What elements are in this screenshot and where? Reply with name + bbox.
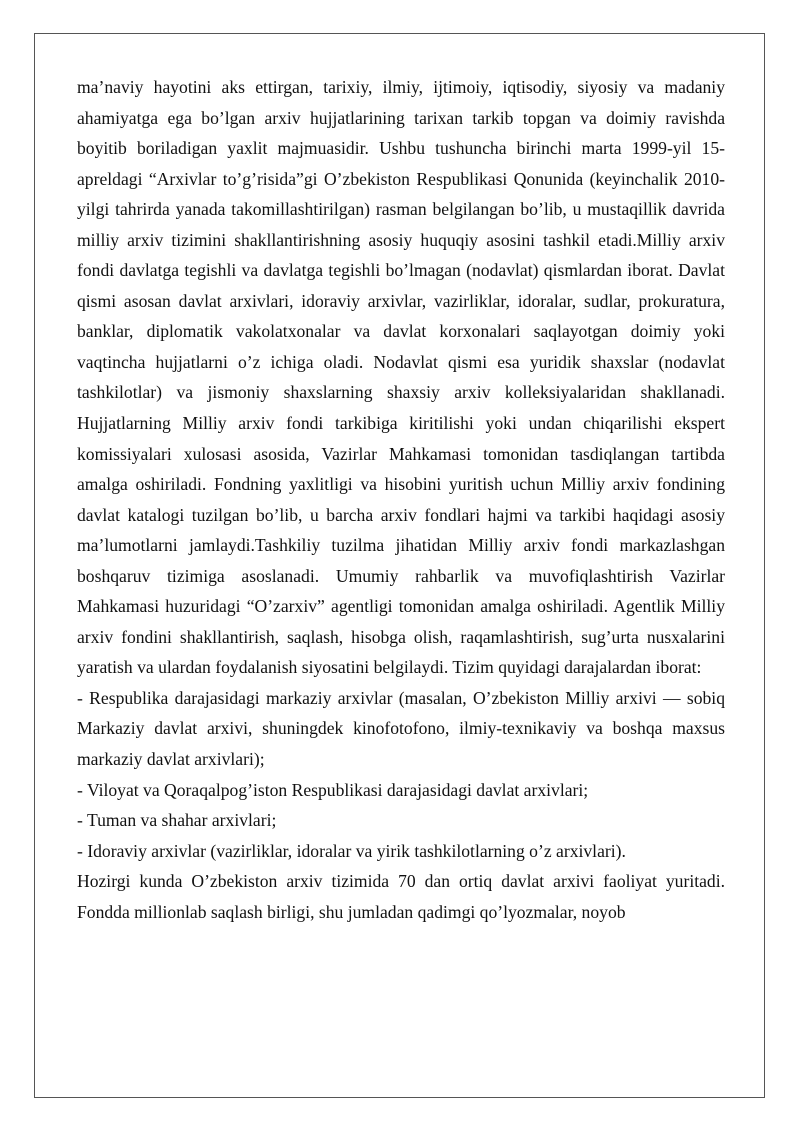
paragraph-main: ma’naviy hayotini aks ettirgan, tarixiy, ilmiy, ijtimoiy, iqtisodiy, siyosiy va madaniy ahamiyatga ega bo’lgan arxiv hujjatlarining tarixan tarkib topgan va doimiy ravishda boyitib boriladigan yaxlit majmuasidir. Ushbu tushuncha birinchi marta 1999-yil 15-apreldagi “Arxivlar to’g’risida”gi O’zbekiston Respublikasi Qonunida (keyinchalik 2010-yilgi tahrirda yanada takomillashtirilgan) rasman belgilangan bo’lib, u mustaqillik davrida milliy arxiv tizimini shakllantirishning asosiy huquqiy asosini tashkil etadi.Milliy arxiv fondi davlatga tegishli va davlatga tegishli bo’lmagan (nodavlat) qismlardan iborat. Davlat qismi asosan davlat arxivlari, idoraviy arxivlar, vazirliklar, idoralar, sudlar, prokuratura, banklar, diplomatik vakolatxonalar va davlat korxonalari saqlayotgan doimiy yoki vaqtincha hujjatlarni o’z ichiga oladi. Nodavlat qismi esa yuridik shaxslar (nodavlat tashkilotlar) va jismoniy shaxslarning shaxsiy arxiv kolleksiyalaridan shakllanadi. Hujjatlarning Milliy arxiv fondi tarkibiga kiritilishi yoki undan chiqarilishi ekspert komissiyalari xulosasi asosida, Vazirlar Mahkamasi tomonidan tasdiqlangan tartibda amalga oshiriladi. Fondning yaxlitligi va hisobini yuritish uchun Milliy arxiv fondining davlat katalogi tuzilgan bo’lib, u barcha arxiv fondlari hajmi va tarkibi haqidagi asosiy ma’lumotlarni jamlaydi.Tashkiliy tuzilma jihatidan Milliy arxiv fondi markazlashgan boshqaruv tizimiga asoslanadi. Umumiy rahbarlik va muvofiqlashtirish Vazirlar Mahkamasi huzuridagi “O’zarxiv” agentligi tomonidan amalga oshiriladi. Agentlik Milliy arxiv fondini shakllantirish, saqlash, hisobga olish, raqamlashtirish, sug’urta nusxalarini yaratish va ulardan foydalanish siyosatini belgilaydi. Tizim quyidagi darajalardan iborat: [77,77,725,678]
list-item-republic-archives: - Respublika darajasidagi markaziy arxivlar (masalan, O’zbekiston Milliy arxivi — sobiq Markaziy davlat arxivi, shuningdek kinofotofono, ilmiy-texnikaviy va boshqa maxsus markaziy davlat arxivlari); [77,687,725,770]
paragraph-final: Hozirgi kunda O’zbekiston arxiv tizimida 70 dan ortiq davlat arxivi faoliyat yuritadi. Fondda millionlab saqlash birligi, shu jumladan qadimgi qo’lyozmalar, noyob [77,871,725,922]
list-item-district-archives: - Tuman va shahar arxivlari; [77,810,277,831]
list-item-regional-archives: - Viloyat va Qoraqalpog’iston Respublikasi darajasidagi davlat arxivlari; [77,779,589,800]
list-item-departmental-archives: - Idoraviy arxivlar (vazirliklar, idoralar va yirik tashkilotlarning o’z arxivlari). [77,840,626,861]
document-body [77,72,725,927]
